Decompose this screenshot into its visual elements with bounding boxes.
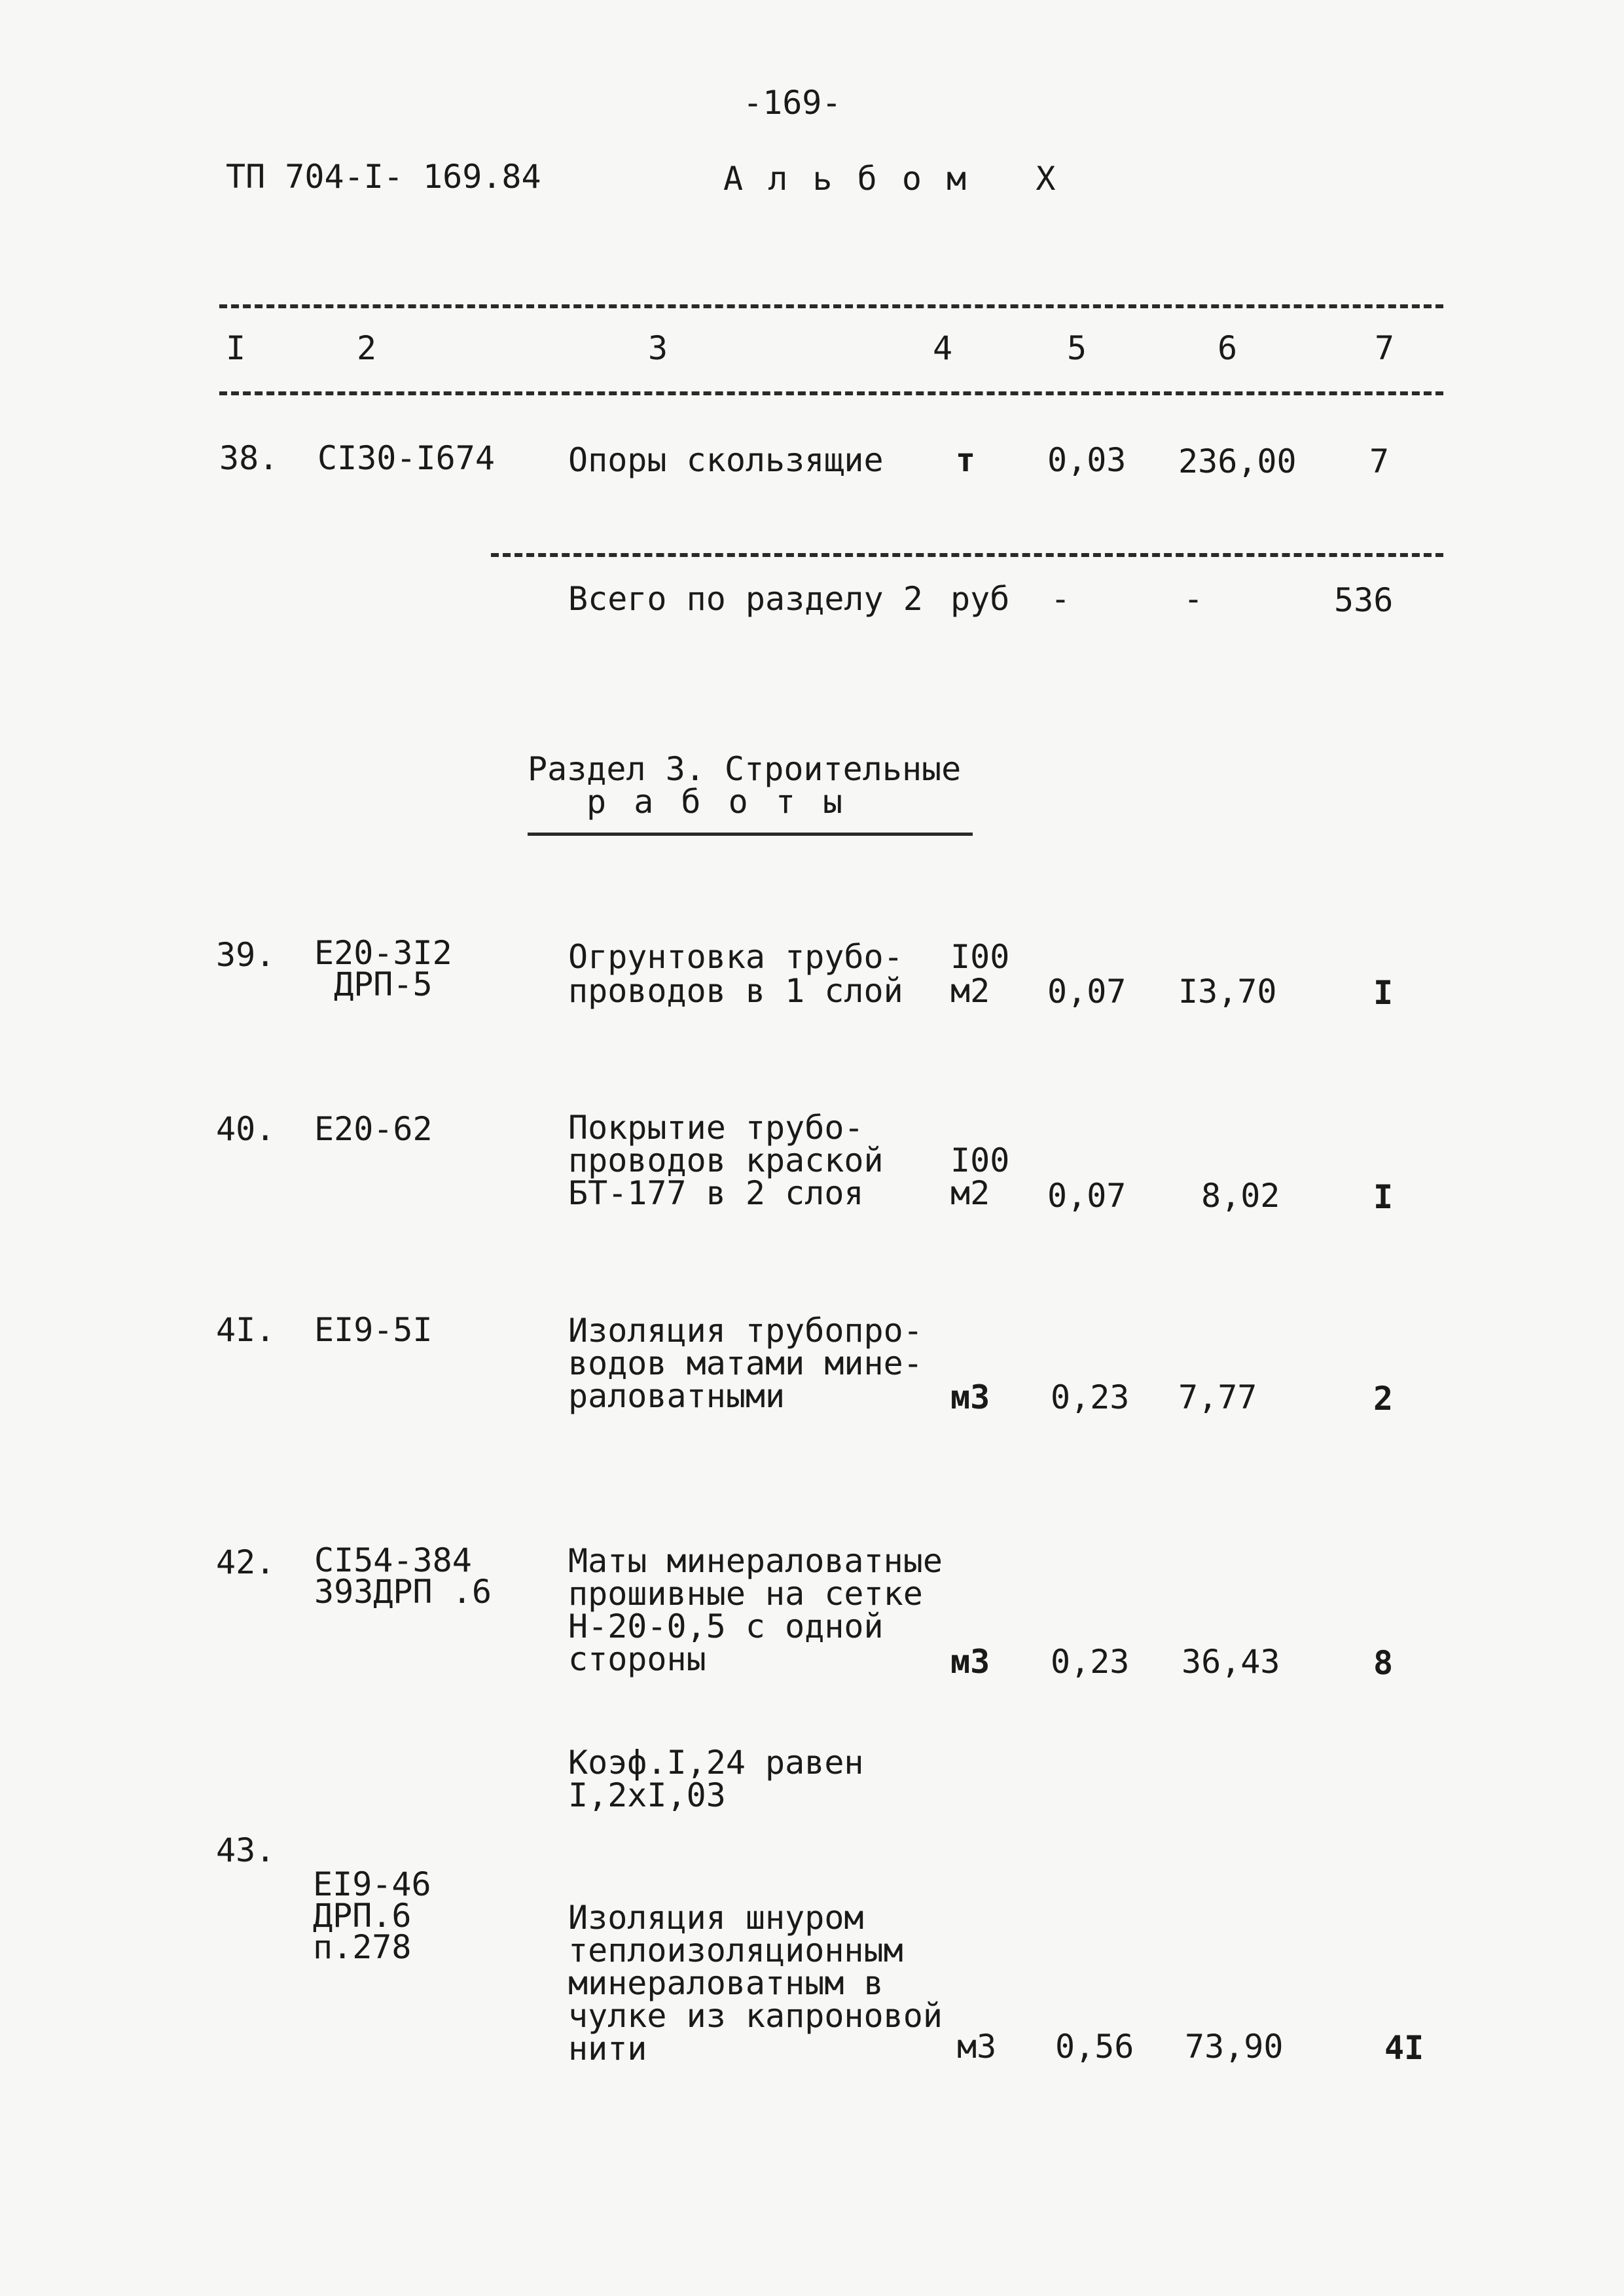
- row-code: CI54-384 393ДРП .6: [314, 1541, 492, 1611]
- subtotal-unit: руб: [950, 580, 1010, 618]
- row-number: 38.: [219, 439, 279, 477]
- row-qty: 0,23: [1051, 1643, 1130, 1681]
- row-name: Маты минераловатные прошивные на сетке Н-20-0,5 с одной стороны: [568, 1542, 943, 1678]
- section-subtitle: р а б о т ы: [586, 783, 847, 821]
- row-number: 39.: [216, 936, 276, 974]
- page-number: -169-: [743, 84, 842, 122]
- col-header-1: I: [226, 329, 246, 367]
- row-unit: м3: [950, 1643, 990, 1681]
- row-number: 4I.: [216, 1311, 276, 1349]
- row-number: 42.: [216, 1543, 276, 1581]
- col-header-3: 3: [648, 329, 668, 367]
- album-label: А л ь б о м Х: [723, 160, 1058, 198]
- row-code: EI9-5I: [314, 1311, 433, 1349]
- row-qty: 0,07: [1047, 973, 1127, 1011]
- row-name: Огрунтовка трубо- проводов в 1 слой: [568, 938, 903, 1010]
- row-name: Покрытие трубо- проводов краской БТ-177 в 2 слоя: [568, 1109, 884, 1212]
- row-name: Опоры скользящие: [568, 441, 884, 479]
- row-price: 7,77: [1178, 1378, 1257, 1416]
- row-total: I: [1373, 974, 1394, 1012]
- col-header-5: 5: [1067, 329, 1087, 367]
- row-unit: м3: [950, 1378, 990, 1416]
- row-unit: I00 м2: [950, 1141, 1010, 1212]
- row-unit: м3: [957, 2028, 997, 2066]
- row-price: I3,70: [1178, 973, 1277, 1011]
- row-total: 7: [1369, 442, 1390, 480]
- row-qty: 0,56: [1055, 2028, 1134, 2066]
- col-header-4: 4: [933, 329, 953, 367]
- col-header-7: 7: [1375, 329, 1395, 367]
- row-total: 4I: [1384, 2029, 1424, 2067]
- row-qty: 0,03: [1047, 441, 1127, 479]
- col-header-6: 6: [1218, 329, 1238, 367]
- subtotal-label: Всего по разделу 2: [568, 580, 923, 618]
- row-price: 36,43: [1182, 1643, 1280, 1681]
- col-header-2: 2: [357, 329, 377, 367]
- row-name: Изоляция трубопро- водов матами мине- раловатными: [568, 1312, 923, 1415]
- row-qty: 0,07: [1047, 1177, 1127, 1215]
- row-total: I: [1373, 1178, 1394, 1216]
- row-total: 8: [1373, 1644, 1394, 1682]
- document-code: ТП 704-I- 169.84: [226, 158, 541, 196]
- table-header-rule: [219, 391, 1443, 395]
- row-code: E20-3I2 ДРП-5: [314, 934, 452, 1003]
- table-top-rule: [219, 304, 1443, 308]
- row-unit: I00 м2: [950, 938, 1010, 1010]
- section-underline: [528, 833, 973, 836]
- row-unit: т: [956, 441, 976, 479]
- row-name: Изоляция шнуром теплоизоляционным минераловатным в чулке из капроновой нити: [568, 1899, 943, 2068]
- row-code: CI30-I674: [317, 439, 495, 477]
- subtotal-rule: [491, 553, 1443, 557]
- row-number: 43.: [216, 1831, 276, 1869]
- row-price: 73,90: [1185, 2028, 1284, 2066]
- subtotal-price: -: [1183, 580, 1204, 618]
- row-total: 2: [1373, 1380, 1394, 1418]
- section-title: Раздел 3. Строительные: [528, 750, 962, 788]
- coefficient-note: Коэф.I,24 равен I,2хI,03: [568, 1744, 864, 1814]
- row-number: 40.: [216, 1110, 276, 1148]
- row-code: EI9-46 ДРП.6 п.278: [313, 1865, 431, 1966]
- row-price: 236,00: [1178, 442, 1297, 480]
- subtotal-qty: -: [1051, 580, 1071, 618]
- row-qty: 0,23: [1051, 1378, 1130, 1416]
- subtotal-total: 536: [1334, 581, 1394, 619]
- row-price: 8,02: [1201, 1177, 1280, 1215]
- row-code: E20-62: [314, 1110, 433, 1148]
